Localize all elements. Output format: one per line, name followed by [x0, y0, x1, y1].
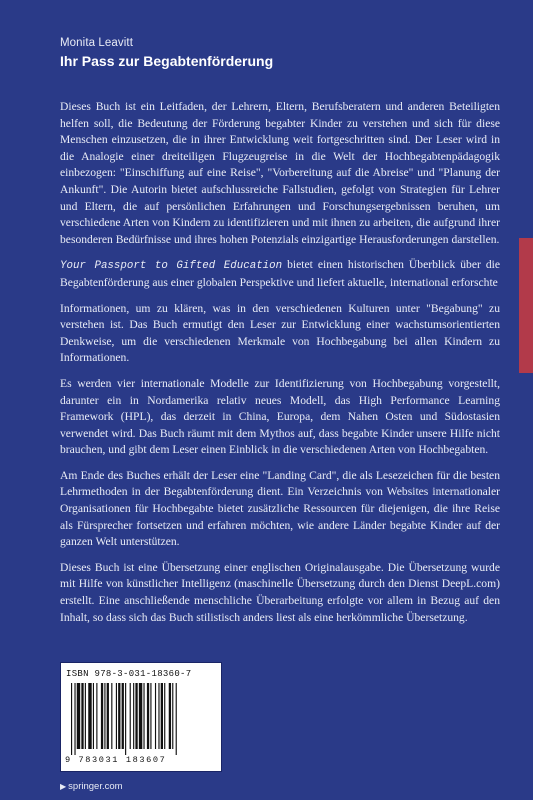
website-label: springer.com: [68, 781, 123, 792]
blurb-paragraph: Am Ende des Buches erhält der Leser eine "Landing Card", die als Lesezeichen für die besten Lehrmethoden in der Begabtenförderung dient. Ein Verzeichnis von Websites internationaler Organisationen für Hochbegabte bietet zusätzliche Ressourcen für diejenigen, die ihre Reise als Fürsprecher fortsetzen und erfahren möchten, wie andere Länder begabte Kinder auf der ganzen Welt unterstützen.: [60, 468, 500, 549]
blurb-paragraph: Es werden vier internationale Modelle zur Identifizierung von Hochbegabung vorgestellt, darunter ein in Nordamerika relativ neues Modell, das High Performance Learning Framework (HPL), das derzeit in China, Europa, dem Nahen Osten und Südostasien verwendet wird. Das Buch räumt mit dem Mythos auf, dass begabte Kinder unsere Hilfe nicht brauchen, und gibt dem Leser einen Einblick in die verschiedenen Arten von Hochbegabten.: [60, 376, 500, 457]
publisher-website[interactable]: [60, 781, 123, 792]
blurb-paragraph: Dieses Buch ist ein Leitfaden, der Lehrern, Eltern, Berufsberatern und anderen Beteiligten helfen soll, die Bedeutung der Förderung begabter Kinder zu verstehen und sich für diese Menschen einzusetzen, die in ihrer Entwicklung weit fortgeschritten sind. Der Leser wird in die Analogie einer dreiteiligen Flugzeugreise in die Welt der Hochbegabtenpädagogik einbezogen: "Einschiffung auf eine Reise", "Vorbereitung auf die Abreise" und "Planung der Ankunft". Die Autorin bietet aufschlussreiche Fallstudien, gefolgt von Strategien für Lehrer und Eltern, die auf persönlichen Erfahrungen und Forschungsergebnissen beruhen, um verschiedene Arten von Kindern zu identifizieren und mit ihnen zu arbeiten, die aufgrund ihrer besonderen Bedürfnisse und ihres hohen Potenzials einzigartige Herausforderungen darstellen.: [60, 100, 500, 246]
barcode-bar: [169, 683, 171, 749]
author-name: Monita Leavitt: [60, 37, 133, 49]
barcode-bar: [147, 683, 149, 749]
barcode-bar: [74, 683, 75, 755]
arrow-right-icon: ▶: [60, 782, 67, 791]
barcode-bar: [85, 683, 86, 749]
barcode-bar: [93, 683, 94, 749]
blurb-paragraph: [60, 257, 500, 291]
barcode-bar: [158, 683, 159, 749]
barcode-bar: [143, 683, 144, 749]
blurb-paragraph: Informationen, um zu klären, was in den verschiedenen Kulturen unter "Begabung" zu verstehen ist. Das Buch ermutigt den Leser zur Entwicklung einer wachstumsorientierten Denkweise, um die verschiedenen Merkmale von Hochbegabung bei allen Kindern zu Informationen.: [60, 301, 500, 365]
book-title-italic: Your Passport to Gifted Education: [60, 260, 283, 273]
isbn-label: ISBN 978-3-031-18360-7: [66, 669, 192, 679]
barcode-bar: [164, 683, 165, 749]
barcode-bar: [104, 683, 105, 749]
barcode-bar: [130, 683, 131, 749]
barcode-bar: [107, 683, 109, 749]
barcode-bar: [71, 683, 72, 755]
barcode-bar: [118, 683, 120, 749]
barcode-bar: [122, 683, 124, 749]
barcode-bar: [155, 683, 156, 749]
barcode-bar: [88, 683, 91, 749]
barcode-bars: [71, 683, 213, 755]
barcode-bar: [81, 683, 83, 749]
blurb-text: bietet einen historischen Überblick über die Begabtenförderung aus einer globalen Perspektive und liefert aktuelle, international erforschte: [60, 258, 500, 289]
color-tab: [519, 238, 533, 373]
barcode: [60, 662, 222, 772]
book-title: Ihr Pass zur Begabtenförderung: [60, 53, 274, 69]
blurb: [60, 99, 500, 635]
blurb-paragraph: Dieses Buch ist eine Übersetzung einer englischen Originalausgabe. Die Übersetzung wurde mit Hilfe von künstlicher Intelligenz (maschinelle Übersetzung durch den Dienst DeepL.com) erstellt. Eine anschließende menschliche Überarbeitung erfolgte vor allem in Bezug auf den Inhalt, so dass sich das Buch stilistisch anders liest als eine herkömmliche Übersetzung.: [60, 560, 500, 624]
barcode-bar: [101, 683, 103, 749]
barcode-bar: [150, 683, 151, 749]
barcode-number: 9 783031 183607: [65, 755, 167, 765]
barcode-bar: [135, 683, 137, 749]
barcode-bar: [96, 683, 97, 749]
barcode-bar: [77, 683, 80, 749]
barcode-bar: [161, 683, 163, 749]
barcode-bar: [111, 683, 112, 749]
barcode-bar: [172, 683, 173, 749]
barcode-bar: [133, 683, 134, 749]
barcode-bar: [116, 683, 117, 749]
barcode-bar: [139, 683, 142, 749]
barcode-bar: [176, 683, 177, 755]
barcode-bar: [125, 683, 126, 755]
